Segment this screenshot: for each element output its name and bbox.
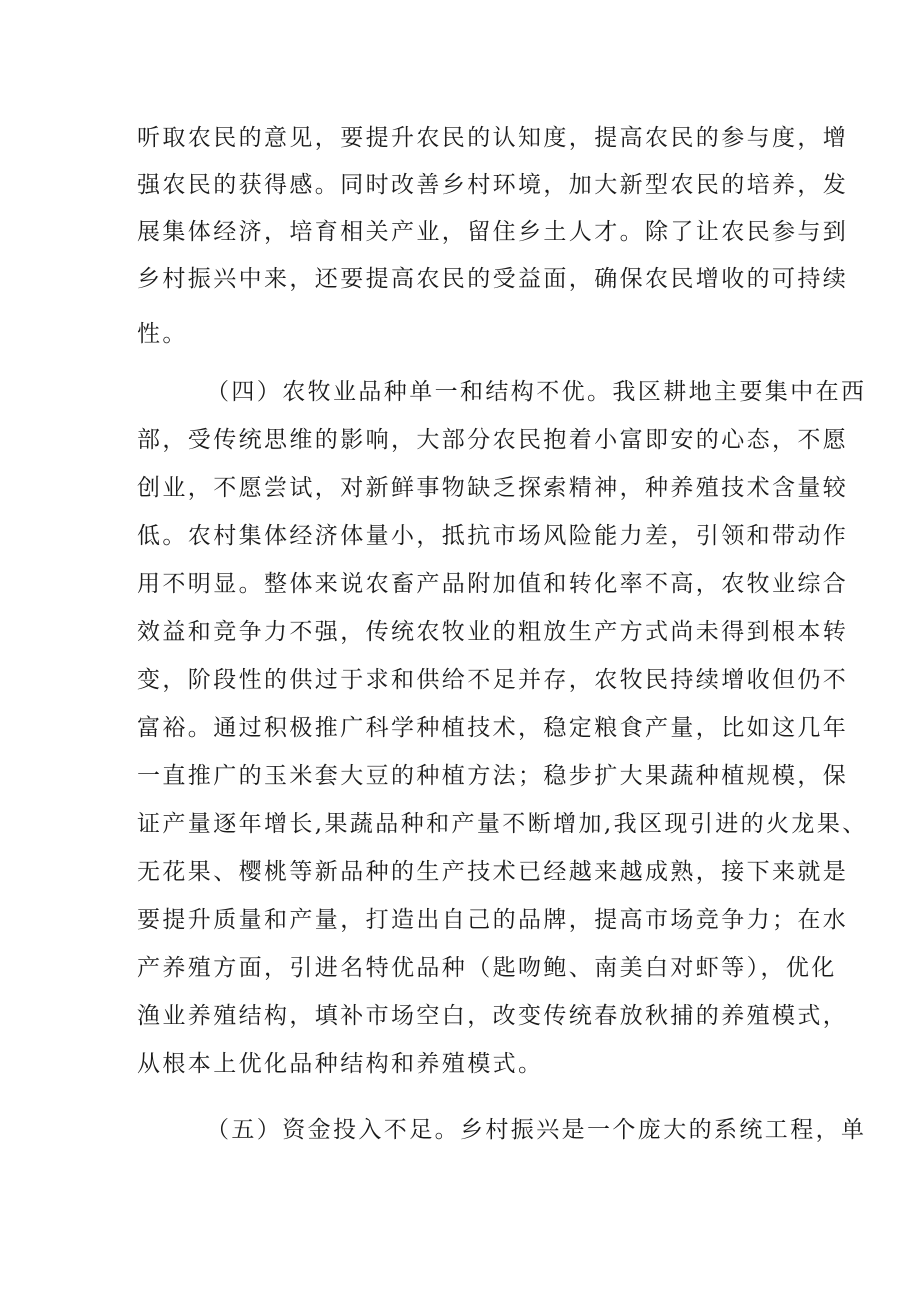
text-line: 富裕。通过积极推广科学种植技术，稳定粮食产量，比如这几年 [137, 715, 849, 741]
section-heading-line: （四）农牧业品种单一和结构不优。我区耕地主要集中在西 [206, 379, 867, 405]
text-line: 性。 [137, 321, 188, 347]
text-line: 展集体经济，培育相关产业，留住乡土人才。除了让农民参与到 [137, 219, 849, 245]
text-line: 变，阶段性的供过于求和供给不足并存，农牧民持续增收但仍不 [137, 667, 849, 693]
text-line: 创业，不愿尝试，对新鲜事物缺乏探索精神，种养殖技术含量较 [137, 475, 849, 501]
text-line: 部，受传统思维的影响，大部分农民抱着小富即安的心态，不愿 [137, 427, 849, 453]
text-line: 用不明显。整体来说农畜产品附加值和转化率不高，农牧业综合 [137, 571, 849, 597]
text-line: 强农民的获得感。同时改善乡村环境，加大新型农民的培养，发 [137, 172, 849, 198]
text-line: 证产量逐年增长,果蔬品种和产量不断增加,我区现引进的火龙果、 [137, 811, 868, 837]
text-line: 一直推广的玉米套大豆的种植方法；稳步扩大果蔬种植规模，保 [137, 763, 849, 789]
section-heading-line: （五）资金投入不足。乡村振兴是一个庞大的系统工程，单 [206, 1117, 867, 1143]
text-line: 低。农村集体经济体量小，抵抗市场风险能力差，引领和带动作 [137, 523, 849, 549]
text-line: 要提升质量和产量，打造出自己的品牌，提高市场竞争力；在水 [137, 907, 849, 933]
text-line: 无花果、樱桃等新品种的生产技术已经越来越成熟，接下来就是 [137, 859, 849, 885]
text-line: 产养殖方面，引进名特优品种（匙吻鲍、南美白对虾等），优化 [137, 955, 837, 981]
text-line: 效益和竞争力不强，传统农牧业的粗放生产方式尚未得到根本转 [137, 619, 849, 645]
text-line: 乡村振兴中来，还要提高农民的受益面，确保农民增收的可持续 [137, 266, 849, 292]
text-line: 渔业养殖结构，填补市场空白，改变传统春放秋捕的养殖模式， [137, 1003, 849, 1029]
text-line: 听取农民的意见，要提升农民的认知度，提高农民的参与度，增 [137, 125, 849, 151]
text-line: 从根本上优化品种结构和养殖模式。 [137, 1051, 544, 1077]
